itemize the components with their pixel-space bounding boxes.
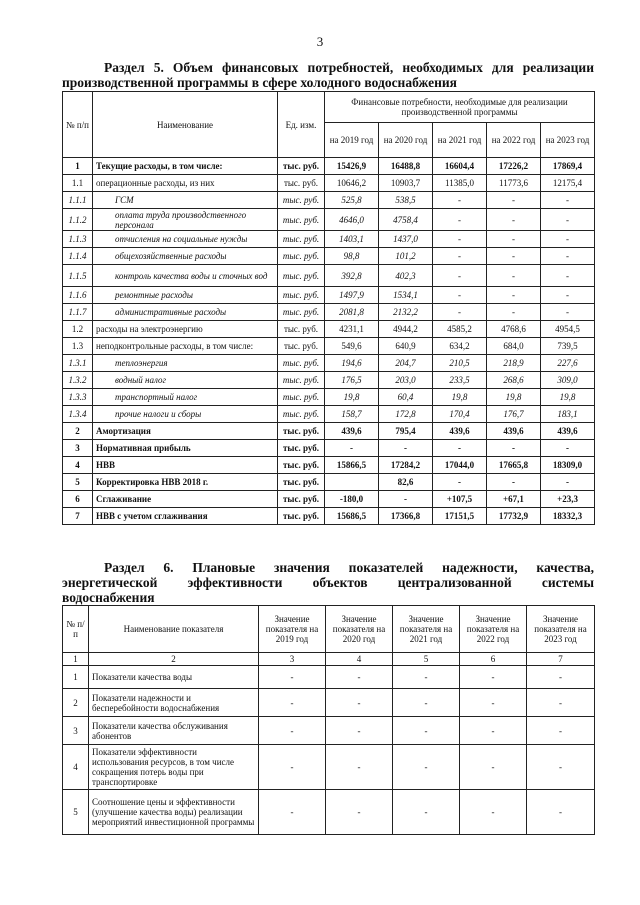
row-value-2021: 17044,0 xyxy=(433,457,487,474)
row-value-2023: +23,3 xyxy=(541,491,595,508)
row-value-2019: 158,7 xyxy=(325,406,379,423)
row-unit: тыс. руб. xyxy=(278,321,325,338)
row-value-2022: - xyxy=(487,209,541,231)
row-number: 1 xyxy=(63,158,93,175)
row-value-2022: - xyxy=(487,231,541,248)
table-row xyxy=(63,355,595,372)
row-value-2022: +67,1 xyxy=(487,491,541,508)
row-value-2019: - xyxy=(259,666,326,689)
row-name: ГСМ xyxy=(93,192,278,209)
table-row xyxy=(63,474,595,491)
row-value-2019: 1403,1 xyxy=(325,231,379,248)
row-number: 1.3.3 xyxy=(63,389,93,406)
table-row xyxy=(63,440,595,457)
header-value-2023: Значение показателя на 2023 год xyxy=(527,606,595,653)
header-value-2021: Значение показателя на 2021 год xyxy=(393,606,460,653)
row-unit: тыс. руб. xyxy=(278,338,325,355)
row-number: 1.3.4 xyxy=(63,406,93,423)
row-indicator-name: Показатели эффективности использования ресурсов, в том числе сокращения потерь воды при транспортировке xyxy=(89,745,259,790)
row-value-2021: - xyxy=(393,745,460,790)
row-value-2020: 16488,8 xyxy=(379,158,433,175)
row-number: 7 xyxy=(63,508,93,525)
row-value-2022: - xyxy=(487,440,541,457)
row-unit: тыс. руб. xyxy=(278,389,325,406)
row-number: 1 xyxy=(63,666,89,689)
table-row xyxy=(63,457,595,474)
row-value-2019 xyxy=(325,474,379,491)
row-name: водный налог xyxy=(93,372,278,389)
table-row xyxy=(63,717,595,745)
table-row xyxy=(63,265,595,287)
row-value-2021: - xyxy=(433,209,487,231)
indicators-body xyxy=(63,666,595,835)
row-value-2023: - xyxy=(541,231,595,248)
row-value-2023: 4954,5 xyxy=(541,321,595,338)
row-value-2020: 1534,1 xyxy=(379,287,433,304)
row-value-2021: - xyxy=(393,689,460,717)
table-row xyxy=(63,508,595,525)
row-value-2023: 227,6 xyxy=(541,355,595,372)
col-number: 1 xyxy=(63,653,89,666)
row-value-2023: 183,1 xyxy=(541,406,595,423)
table-row xyxy=(63,192,595,209)
row-value-2022: - xyxy=(487,265,541,287)
row-number: 1.1.6 xyxy=(63,287,93,304)
row-value-2022: - xyxy=(460,717,527,745)
row-indicator-name: Показатели качества воды xyxy=(89,666,259,689)
col-number: 5 xyxy=(393,653,460,666)
table-row xyxy=(63,248,595,265)
row-value-2020: 17284,2 xyxy=(379,457,433,474)
section6-title-line1: Раздел 6. Плановые значения показателей надежности, качества, xyxy=(104,560,594,575)
col-number: 2 xyxy=(89,653,259,666)
row-name: НВВ xyxy=(93,457,278,474)
row-value-2020: 640,9 xyxy=(379,338,433,355)
row-unit: тыс. руб. xyxy=(278,192,325,209)
row-value-2023: - xyxy=(527,790,595,835)
row-number: 5 xyxy=(63,474,93,491)
row-value-2023: - xyxy=(541,287,595,304)
row-value-2023: 18332,3 xyxy=(541,508,595,525)
table-row xyxy=(63,666,595,689)
row-value-2022: 17732,9 xyxy=(487,508,541,525)
table-row xyxy=(63,406,595,423)
section5-title-line2: производственной программы в сфере холодного водоснабжения xyxy=(62,75,457,90)
indicators-table xyxy=(62,605,595,835)
row-name: расходы на электроэнергию xyxy=(93,321,278,338)
row-number: 1.1.7 xyxy=(63,304,93,321)
row-value-2021: - xyxy=(433,474,487,491)
row-value-2023: 439,6 xyxy=(541,423,595,440)
row-name: ремонтные расходы xyxy=(93,287,278,304)
row-value-2020: 538,5 xyxy=(379,192,433,209)
row-value-2021: 210,5 xyxy=(433,355,487,372)
row-number: 1.1 xyxy=(63,175,93,192)
row-value-2020: 402,3 xyxy=(379,265,433,287)
row-number: 4 xyxy=(63,745,89,790)
row-name: теплоэнергия xyxy=(93,355,278,372)
row-value-2021: - xyxy=(433,265,487,287)
row-value-2022: - xyxy=(487,192,541,209)
table-row xyxy=(63,423,595,440)
row-value-2023: 19,8 xyxy=(541,389,595,406)
header-value-2020: Значение показателя на 2020 год xyxy=(326,606,393,653)
row-value-2021: - xyxy=(393,717,460,745)
row-value-2019: 525,8 xyxy=(325,192,379,209)
row-number: 6 xyxy=(63,491,93,508)
row-value-2020: 795,4 xyxy=(379,423,433,440)
header-value-2019: Значение показателя на 2019 год xyxy=(259,606,326,653)
table-row xyxy=(63,231,595,248)
row-name: НВВ с учетом сглаживания xyxy=(93,508,278,525)
financial-needs-body xyxy=(63,158,595,525)
col-number: 3 xyxy=(259,653,326,666)
row-name: неподконтрольные расходы, в том числе: xyxy=(93,338,278,355)
row-number: 5 xyxy=(63,790,89,835)
row-value-2022: 684,0 xyxy=(487,338,541,355)
row-unit: тыс. руб. xyxy=(278,175,325,192)
section5-title-line1: Раздел 5. Объем финансовых потребностей, необходимых для реализации xyxy=(104,60,594,75)
row-name: Корректировка НВВ 2018 г. xyxy=(93,474,278,491)
row-value-2022: - xyxy=(460,790,527,835)
row-value-2021: - xyxy=(433,192,487,209)
row-value-2021: 4585,2 xyxy=(433,321,487,338)
row-number: 1.3.2 xyxy=(63,372,93,389)
row-value-2019: 4646,0 xyxy=(325,209,379,231)
row-value-2019: - xyxy=(259,745,326,790)
row-number: 1.3.1 xyxy=(63,355,93,372)
row-value-2022: - xyxy=(487,248,541,265)
header-indicator-name: Наименование показателя xyxy=(89,606,259,653)
page-number: 3 xyxy=(316,34,324,49)
row-value-2020: 204,7 xyxy=(379,355,433,372)
row-value-2022: 4768,6 xyxy=(487,321,541,338)
row-number: 1.2 xyxy=(63,321,93,338)
row-value-2020: 1437,0 xyxy=(379,231,433,248)
row-number: 1.1.5 xyxy=(63,265,93,287)
header-name: Наименование xyxy=(93,92,278,158)
col-number: 7 xyxy=(527,653,595,666)
row-value-2022: 439,6 xyxy=(487,423,541,440)
header-year-2021: на 2021 год xyxy=(433,123,487,158)
row-unit: тыс. руб. xyxy=(278,406,325,423)
row-unit: тыс. руб. xyxy=(278,508,325,525)
row-name: административные расходы xyxy=(93,304,278,321)
row-value-2023: 17869,4 xyxy=(541,158,595,175)
row-name: Амортизация xyxy=(93,423,278,440)
financial-needs-table xyxy=(62,91,595,525)
row-value-2021: 11385,0 xyxy=(433,175,487,192)
row-value-2021: 439,6 xyxy=(433,423,487,440)
row-unit: тыс. руб. xyxy=(278,440,325,457)
row-value-2021: 170,4 xyxy=(433,406,487,423)
row-value-2019: 19,8 xyxy=(325,389,379,406)
header-year-2022: на 2022 год xyxy=(487,123,541,158)
row-value-2019: 15686,5 xyxy=(325,508,379,525)
row-value-2020: 172,8 xyxy=(379,406,433,423)
row-value-2019: 98,8 xyxy=(325,248,379,265)
row-number: 3 xyxy=(63,717,89,745)
col-number: 6 xyxy=(460,653,527,666)
row-value-2019: 4231,1 xyxy=(325,321,379,338)
row-unit: тыс. руб. xyxy=(278,265,325,287)
row-unit: тыс. руб. xyxy=(278,423,325,440)
row-value-2019: 392,8 xyxy=(325,265,379,287)
row-number: 1.1.4 xyxy=(63,248,93,265)
row-value-2022: - xyxy=(487,474,541,491)
table-row xyxy=(63,158,595,175)
row-value-2022: 11773,6 xyxy=(487,175,541,192)
row-value-2020: - xyxy=(326,717,393,745)
row-unit: тыс. руб. xyxy=(278,158,325,175)
row-unit: тыс. руб. xyxy=(278,491,325,508)
row-value-2023: 12175,4 xyxy=(541,175,595,192)
row-value-2022: - xyxy=(487,304,541,321)
row-value-2020: 4758,4 xyxy=(379,209,433,231)
row-value-2021: - xyxy=(433,304,487,321)
header-financial-needs: Финансовые потребности, необходимые для реализации производственной программы xyxy=(325,92,595,123)
row-value-2019: 549,6 xyxy=(325,338,379,355)
row-value-2020: - xyxy=(326,745,393,790)
header-num: № п/п xyxy=(63,606,89,653)
section6-title-line3: водоснабжения xyxy=(62,590,155,605)
row-value-2022: - xyxy=(487,287,541,304)
row-name: прочие налоги и сборы xyxy=(93,406,278,423)
row-value-2019: 176,5 xyxy=(325,372,379,389)
row-number: 1.1.1 xyxy=(63,192,93,209)
table-row xyxy=(63,389,595,406)
header-year-2020: на 2020 год xyxy=(379,123,433,158)
row-unit: тыс. руб. xyxy=(278,304,325,321)
row-name: контроль качества воды и сточных вод xyxy=(93,265,278,287)
row-indicator-name: Показатели надежности и бесперебойности водоснабжения xyxy=(89,689,259,717)
row-value-2020: 17366,8 xyxy=(379,508,433,525)
header-num: № п/п xyxy=(63,92,93,158)
table-row xyxy=(63,209,595,231)
row-number: 2 xyxy=(63,689,89,717)
row-value-2019: - xyxy=(259,717,326,745)
row-value-2023: - xyxy=(541,265,595,287)
row-value-2021: - xyxy=(433,440,487,457)
row-value-2020: 82,6 xyxy=(379,474,433,491)
table-row xyxy=(63,287,595,304)
row-value-2019: - xyxy=(259,790,326,835)
table-row xyxy=(63,745,595,790)
row-number: 3 xyxy=(63,440,93,457)
row-value-2020: 10903,7 xyxy=(379,175,433,192)
row-value-2022: 17226,2 xyxy=(487,158,541,175)
row-unit: тыс. руб. xyxy=(278,231,325,248)
row-value-2021: 233,5 xyxy=(433,372,487,389)
row-unit: тыс. руб. xyxy=(278,355,325,372)
row-value-2022: - xyxy=(460,745,527,790)
row-unit: тыс. руб. xyxy=(278,474,325,491)
row-value-2023: - xyxy=(541,209,595,231)
row-value-2022: 19,8 xyxy=(487,389,541,406)
row-value-2022: 218,9 xyxy=(487,355,541,372)
table-row xyxy=(63,304,595,321)
row-value-2021: - xyxy=(393,790,460,835)
row-value-2019: 439,6 xyxy=(325,423,379,440)
row-value-2019: - xyxy=(325,440,379,457)
row-value-2022: 17665,8 xyxy=(487,457,541,474)
row-value-2019: 2081,8 xyxy=(325,304,379,321)
row-unit: тыс. руб. xyxy=(278,372,325,389)
row-unit: тыс. руб. xyxy=(278,287,325,304)
row-value-2021: +107,5 xyxy=(433,491,487,508)
table-row xyxy=(63,175,595,192)
row-value-2023: - xyxy=(527,666,595,689)
row-value-2023: - xyxy=(527,689,595,717)
row-value-2020: 2132,2 xyxy=(379,304,433,321)
row-name: общехозяйственные расходы xyxy=(93,248,278,265)
row-value-2021: 17151,5 xyxy=(433,508,487,525)
table-row xyxy=(63,372,595,389)
table-row xyxy=(63,321,595,338)
row-value-2021: 19,8 xyxy=(433,389,487,406)
row-value-2019: 15866,5 xyxy=(325,457,379,474)
row-value-2019: 194,6 xyxy=(325,355,379,372)
row-number: 1.1.2 xyxy=(63,209,93,231)
row-name: Нормативная прибыль xyxy=(93,440,278,457)
row-unit: тыс. руб. xyxy=(278,248,325,265)
row-value-2023: - xyxy=(527,745,595,790)
row-value-2020: - xyxy=(379,491,433,508)
row-name: Сглаживание xyxy=(93,491,278,508)
row-name: оплата труда производственного персонала xyxy=(93,209,278,231)
row-number: 4 xyxy=(63,457,93,474)
row-value-2020: - xyxy=(379,440,433,457)
row-number: 2 xyxy=(63,423,93,440)
row-value-2023: 309,0 xyxy=(541,372,595,389)
row-value-2023: 18309,0 xyxy=(541,457,595,474)
row-value-2019: -180,0 xyxy=(325,491,379,508)
row-value-2023: - xyxy=(541,304,595,321)
header-value-2022: Значение показателя на 2022 год xyxy=(460,606,527,653)
row-value-2020: - xyxy=(326,689,393,717)
section5-title xyxy=(62,60,594,90)
row-value-2023: - xyxy=(541,474,595,491)
row-value-2020: 60,4 xyxy=(379,389,433,406)
row-value-2021: - xyxy=(433,231,487,248)
row-unit: тыс. руб. xyxy=(278,209,325,231)
row-value-2023: - xyxy=(541,440,595,457)
col-number: 4 xyxy=(326,653,393,666)
section6-title xyxy=(62,560,594,605)
row-number: 1.3 xyxy=(63,338,93,355)
header-unit: Ед. изм. xyxy=(278,92,325,158)
row-value-2022: 176,7 xyxy=(487,406,541,423)
row-value-2019: 10646,2 xyxy=(325,175,379,192)
row-name: Текущие расходы, в том числе: xyxy=(93,158,278,175)
row-value-2019: 15426,9 xyxy=(325,158,379,175)
row-value-2021: - xyxy=(433,287,487,304)
row-value-2023: - xyxy=(527,717,595,745)
row-value-2022: - xyxy=(460,689,527,717)
row-name: транспортный налог xyxy=(93,389,278,406)
header-year-2023: на 2023 год xyxy=(541,123,595,158)
row-value-2021: - xyxy=(393,666,460,689)
row-name: операционные расходы, из них xyxy=(93,175,278,192)
table-row xyxy=(63,790,595,835)
row-value-2020: - xyxy=(326,666,393,689)
row-value-2023: 739,5 xyxy=(541,338,595,355)
header-year-2019: на 2019 год xyxy=(325,123,379,158)
row-unit: тыс. руб. xyxy=(278,457,325,474)
row-value-2019: 1497,9 xyxy=(325,287,379,304)
row-value-2021: - xyxy=(433,248,487,265)
row-indicator-name: Показатели качества обслуживания абонентов xyxy=(89,717,259,745)
row-number: 1.1.3 xyxy=(63,231,93,248)
row-value-2020: - xyxy=(326,790,393,835)
row-value-2022: 268,6 xyxy=(487,372,541,389)
row-value-2022: - xyxy=(460,666,527,689)
row-name: отчисления на социальные нужды xyxy=(93,231,278,248)
row-value-2020: 4944,2 xyxy=(379,321,433,338)
table-row xyxy=(63,491,595,508)
row-value-2019: - xyxy=(259,689,326,717)
row-value-2020: 203,0 xyxy=(379,372,433,389)
table-row xyxy=(63,689,595,717)
table-row xyxy=(63,338,595,355)
row-indicator-name: Соотношение цены и эффективности (улучшение качества воды) реализации мероприятий инвестиционной программы xyxy=(89,790,259,835)
row-value-2023: - xyxy=(541,192,595,209)
row-value-2020: 101,2 xyxy=(379,248,433,265)
row-value-2021: 16604,4 xyxy=(433,158,487,175)
row-value-2023: - xyxy=(541,248,595,265)
row-value-2021: 634,2 xyxy=(433,338,487,355)
section6-title-line2: энергетической эффективности объектов централизованной системы xyxy=(62,575,594,590)
